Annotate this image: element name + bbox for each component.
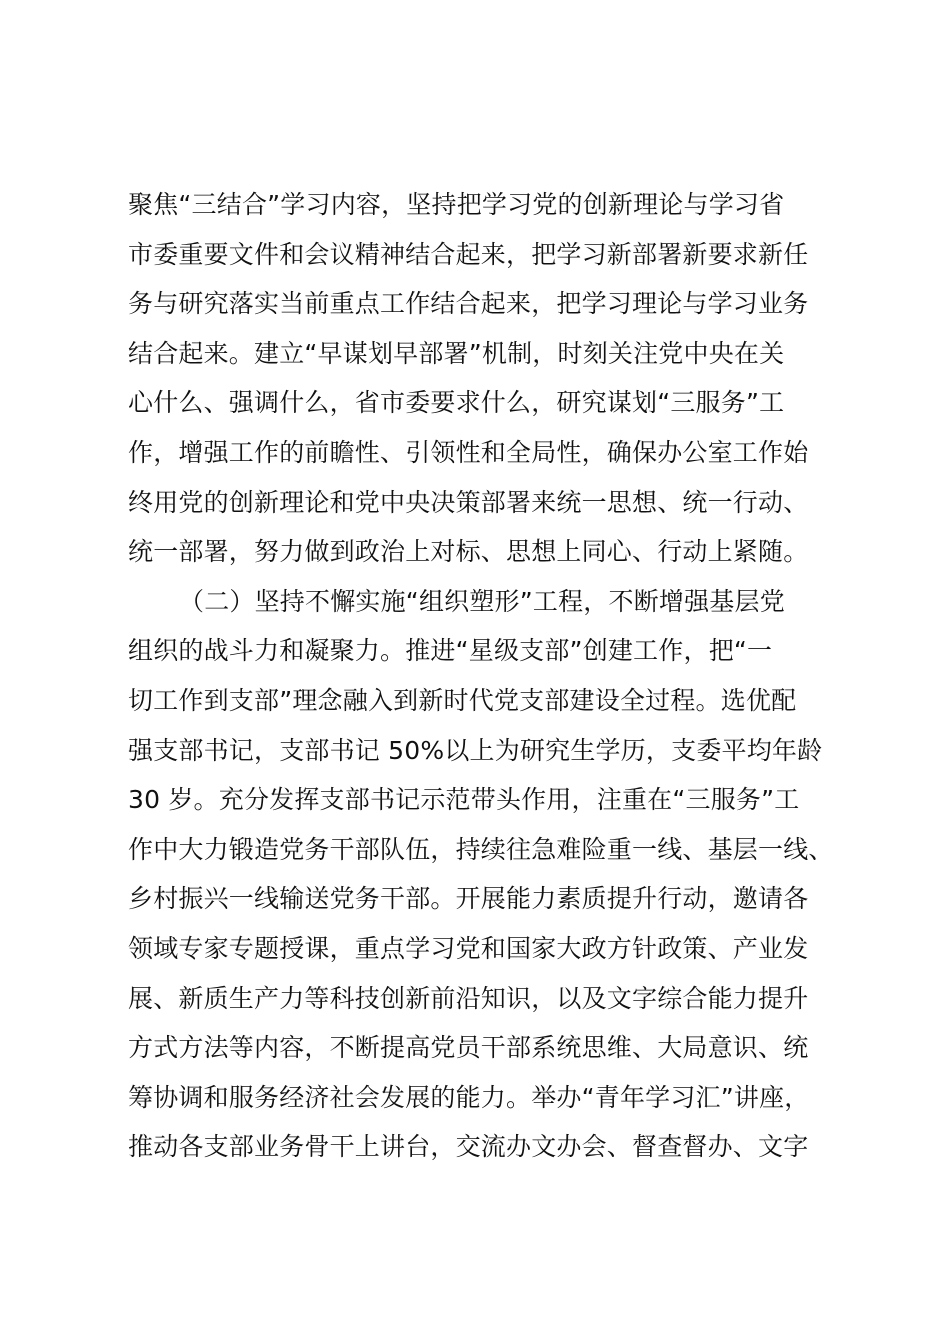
text-line: 领域专家专题授课，重点学习党和国家大政方针政策、产业发 <box>128 933 809 963</box>
text-line: 聚焦“三结合”学习内容，坚持把学习党的创新理论与学习省 <box>128 190 785 219</box>
text-line: 乡村振兴一线输送党务干部。开展能力素质提升行动，邀请各 <box>128 884 809 914</box>
text-line: 强支部书记，支部书记 50%以上为研究生学历，支委平均年龄 <box>128 735 823 765</box>
section-heading-line: （二）坚持不懈实施“组织塑形”工程，不断增强基层党 <box>179 586 785 616</box>
text-line: 心什么、强调什么，省市委要求什么，研究谋划“三服务”工 <box>128 388 785 418</box>
document-body <box>128 180 848 1172</box>
text-line: 统一部署，努力做到政治上对标、思想上同心、行动上紧随。 <box>128 537 809 567</box>
text-line: 作中大力锻造党务干部队伍，持续往急难险重一线、基层一线、 <box>128 834 834 864</box>
text-line: 方式方法等内容，不断提高党员干部系统思维、大局意识、统 <box>128 1033 809 1063</box>
text-line: 切工作到支部”理念融入到新时代党支部建设全过程。选优配 <box>128 685 797 715</box>
text-line: 终用党的创新理论和党中央决策部署来统一思想、统一行动、 <box>128 487 809 517</box>
text-line: 作，增强工作的前瞻性、引领性和全局性，确保办公室工作始 <box>128 437 809 467</box>
text-line: 务与研究落实当前重点工作结合起来，把学习理论与学习业务 <box>128 289 809 319</box>
text-line: 组织的战斗力和凝聚力。推进“星级支部”创建工作，把“一 <box>128 636 773 666</box>
text-line: 推动各支部业务骨干上讲台，交流办文办会、督查督办、文字 <box>128 1132 809 1162</box>
text-line: 展、新质生产力等科技创新前沿知识，以及文字综合能力提升 <box>128 983 809 1013</box>
text-line: 筹协调和服务经济社会发展的能力。举办“青年学习汇”讲座， <box>128 1082 810 1112</box>
text-line: 结合起来。建立“早谋划早部署”机制，时刻关注党中央在关 <box>128 338 785 368</box>
text-line: 30 岁。充分发挥支部书记示范带头作用，注重在“三服务”工 <box>128 785 800 815</box>
text-line: 市委重要文件和会议精神结合起来，把学习新部署新要求新任 <box>128 239 809 269</box>
